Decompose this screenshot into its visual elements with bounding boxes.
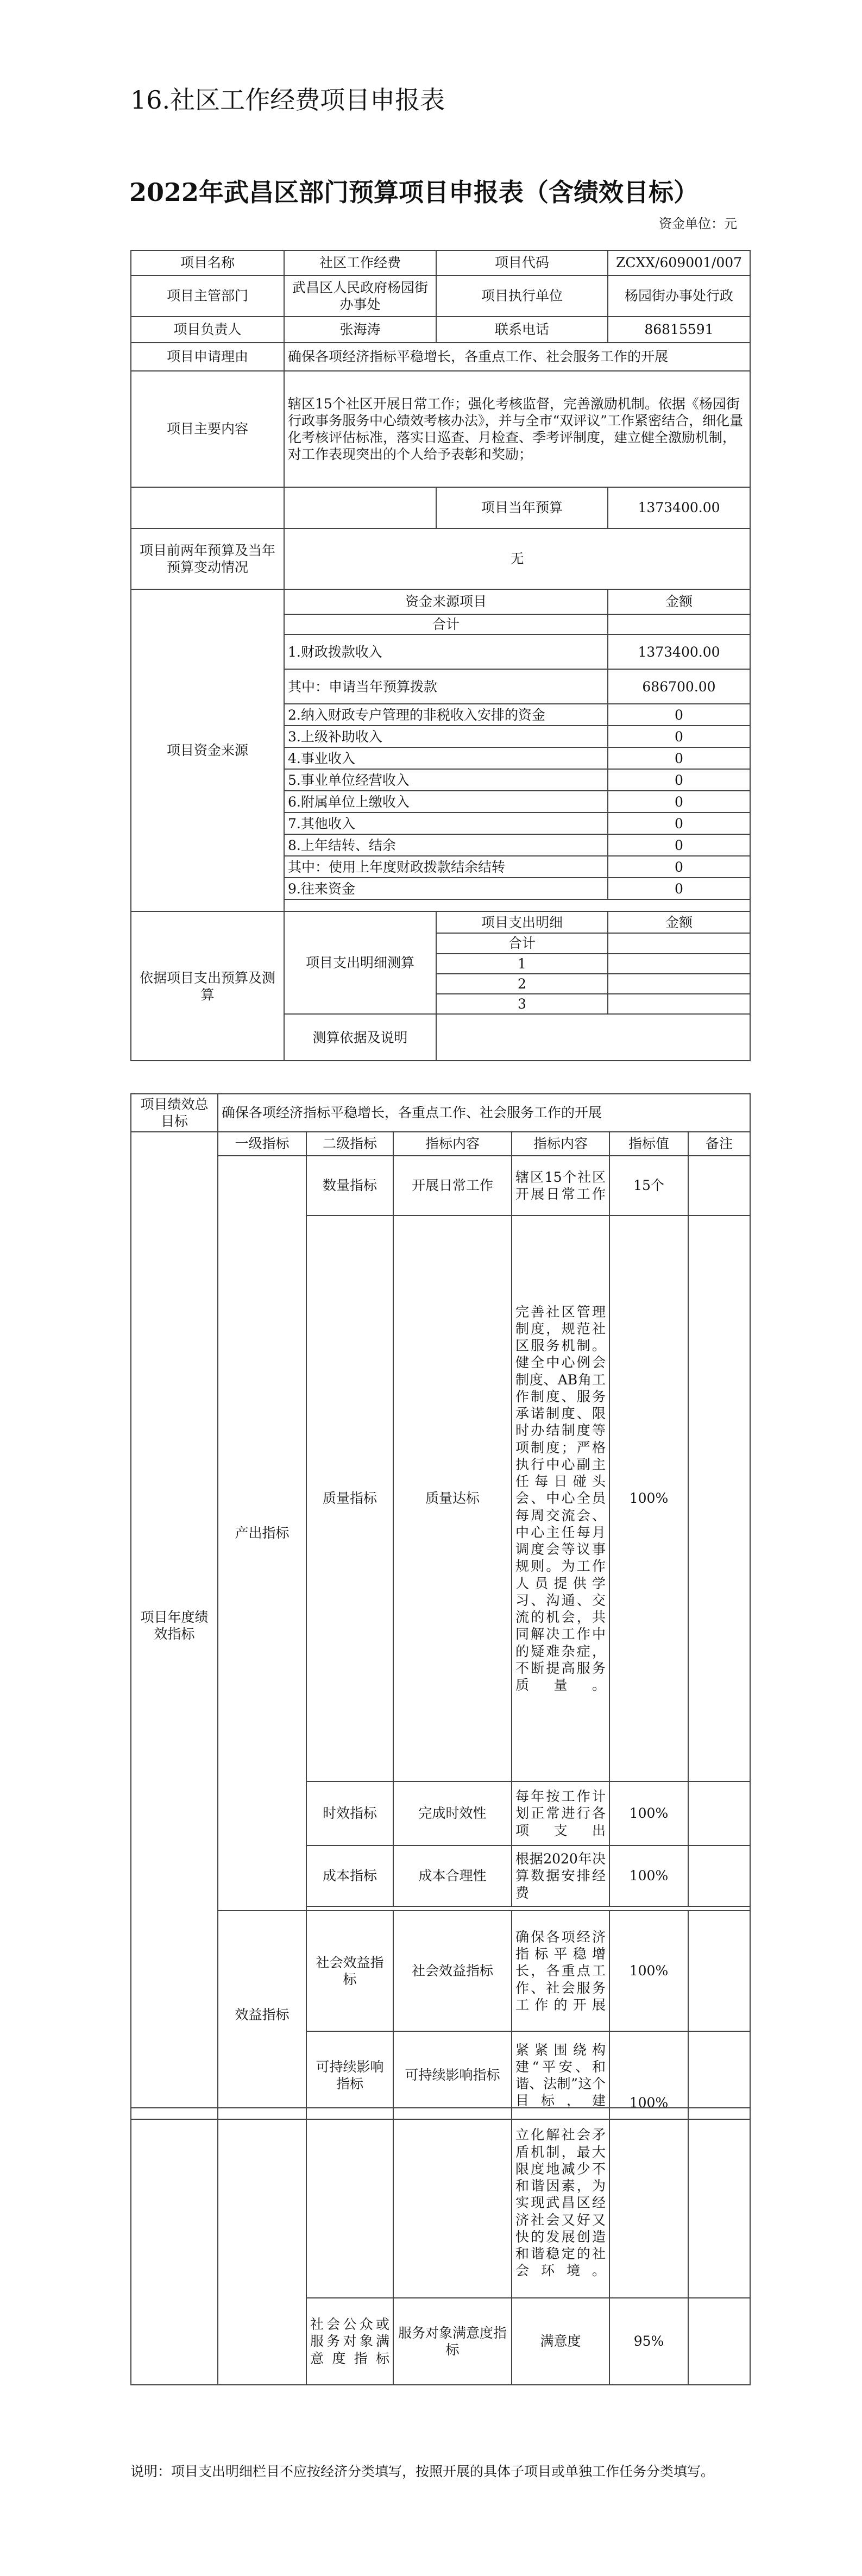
benefit-indicator-label: 效益指标 [218, 1911, 306, 2119]
indicator-detail: 确保各项经济指标平稳增长，各重点工作、社会服务工作的开展 [512, 1911, 609, 2031]
goal-label: 项目绩效总目标 [131, 1094, 218, 1132]
funding-header-source: 资金来源项目 [284, 589, 608, 614]
funding-amount: 0 [608, 834, 750, 856]
funding-amount: 0 [608, 704, 750, 726]
satisfaction-value: 95% [609, 2298, 688, 2385]
project-code-value: ZCXX/609001/007 [608, 250, 750, 275]
funding-row: 1.财政拨款收入 [284, 634, 608, 669]
project-name-label: 项目名称 [131, 250, 284, 275]
indicator-detail-continued: 立化解社会矛盾机制，最大限度地减少不和谐因素，为实现武昌区经济社会又好又快的发展创造和谐稳定的社会环境。 [512, 2108, 609, 2298]
col-header: 二级指标 [306, 1132, 393, 1156]
indicator-content: 成本合理性 [393, 1846, 512, 1906]
funding-amount: 0 [608, 813, 750, 834]
col-header: 指标内容 [393, 1132, 512, 1156]
expense-row: 1 [436, 954, 608, 974]
budget-label: 项目当年预算 [436, 487, 608, 528]
col-header: 一级指标 [218, 1132, 306, 1156]
indicator-content: 质量达标 [393, 1215, 512, 1781]
col-header: 指标值 [609, 1132, 688, 1156]
funding-header-amount: 金额 [608, 589, 750, 614]
indicator-value: 100% [609, 1215, 688, 1781]
indicator-detail: 每年按工作计划正常进行各项支出 [512, 1781, 609, 1846]
satisfaction-l2: 社会公众或服务对象满意度指标 [306, 2298, 393, 2385]
indicator-l2: 可持续影响指标 [306, 2031, 393, 2119]
project-code-label: 项目代码 [436, 250, 608, 275]
indicator-value: 100% [609, 1911, 688, 2031]
phone-label: 联系电话 [436, 317, 608, 343]
funding-amount: 0 [608, 769, 750, 791]
col-header: 指标内容 [512, 1132, 609, 1156]
performance-continued-table [130, 2107, 751, 2385]
funding-row: 3.上级补助收入 [284, 726, 608, 747]
expense-header-amount: 金额 [608, 911, 750, 933]
funding-amount: 0 [608, 747, 750, 769]
page-title: 2022年武昌区部门预算项目申报表（含绩效目标） [129, 178, 699, 207]
indicator-value: 100% [609, 1781, 688, 1846]
owner-label: 项目负责人 [131, 317, 284, 343]
indicator-value: 100% [609, 1846, 688, 1906]
change-value: 无 [284, 528, 750, 589]
footnote: 说明：项目支出明细栏目不应按经济分类填写，按照开展的具体子项目或单独工作任务分类填写。 [130, 2464, 715, 2479]
funding-row: 8.上年结转、结余 [284, 834, 608, 856]
satisfaction-detail: 满意度 [512, 2298, 609, 2385]
project-name-value: 社区工作经费 [284, 250, 436, 275]
col-header: 备注 [688, 1132, 750, 1156]
funding-amount: 0 [608, 878, 750, 899]
reason-value: 确保各项经济指标平稳增长，各重点工作、社会服务工作的开展 [284, 343, 750, 371]
dept-value: 武昌区人民政府杨园街办事处 [284, 275, 436, 317]
satisfaction-content: 服务对象满意度指标 [393, 2298, 512, 2385]
funding-amount: 0 [608, 726, 750, 747]
funding-amount: 0 [608, 791, 750, 813]
indicator-content: 社会效益指标 [393, 1911, 512, 2031]
indicator-content: 开展日常工作 [393, 1156, 512, 1215]
indicator-l2: 质量指标 [306, 1215, 393, 1781]
indicator-l2: 社会效益指标 [306, 1911, 393, 2031]
content-label: 项目主要内容 [131, 371, 284, 487]
funding-row: 5.事业单位经营收入 [284, 769, 608, 791]
indicator-content: 可持续影响指标 [393, 2031, 512, 2119]
phone-value: 86815591 [608, 317, 750, 343]
indicator-detail: 完善社区管理制度，规范社区服务机制。健全中心例会制度、AB角工作制度、服务承诺制度、限时办结制度等项制度；严格执行中心副主任每日碰头会、中心全员每周交流会、中心主任每月调度会等议事规则。为工作人员提供学习、沟通、交流的机会，共同解决工作中的疑难杂症，不断提高服务质量。 [512, 1215, 609, 1781]
goal-value: 确保各项经济指标平稳增长，各重点工作、社会服务工作的开展 [218, 1094, 750, 1132]
indicator-l2: 时效指标 [306, 1781, 393, 1846]
expense-detail-label: 项目支出明细测算 [284, 911, 436, 1014]
indicator-l2: 数量指标 [306, 1156, 393, 1215]
funding-total-label: 合计 [284, 614, 608, 634]
currency-unit: 资金单位：元 [659, 216, 737, 231]
expense-label: 依据项目支出预算及测算 [131, 911, 284, 1061]
budget-value: 1373400.00 [608, 487, 750, 528]
funding-row: 6.附属单位上缴收入 [284, 791, 608, 813]
dept-label: 项目主管部门 [131, 275, 284, 317]
output-indicator-label: 产出指标 [218, 1156, 306, 1911]
indicator-detail: 紧紧围绕构建“平安、和谐、法制”这个目标，建 [512, 2031, 609, 2119]
funding-label: 项目资金来源 [131, 589, 284, 911]
indicator-content: 完成时效性 [393, 1781, 512, 1846]
indicator-value: 15个 [609, 1156, 688, 1215]
performance-table [130, 1093, 751, 2120]
basis-label: 测算依据及说明 [284, 1014, 436, 1061]
indicator-detail: 辖区15个社区开展日常工作 [512, 1156, 609, 1215]
section-heading: 16.社区工作经费项目申报表 [130, 85, 445, 115]
expense-row: 2 [436, 974, 608, 994]
reason-label: 项目申请理由 [131, 343, 284, 371]
funding-row: 2.纳入财政专户管理的非税收入安排的资金 [284, 704, 608, 726]
funding-amount: 1373400.00 [608, 634, 750, 669]
funding-row: 其中：使用上年度财政拨款结余结转 [284, 856, 608, 878]
indicator-value: 100% [609, 2031, 688, 2119]
funding-amount: 686700.00 [608, 669, 750, 704]
indicator-detail: 根据2020年决算数据安排经费 [512, 1846, 609, 1906]
project-basic-table [130, 250, 751, 1061]
funding-row: 9.往来资金 [284, 878, 608, 899]
exec-unit-label: 项目执行单位 [436, 275, 608, 317]
expense-header-detail: 项目支出明细 [436, 911, 608, 933]
funding-row: 其中：申请当年预算拨款 [284, 669, 608, 704]
content-value: 辖区15个社区开展日常工作；强化考核监督，完善激励机制。依据《杨园街行政事务服务中心绩效考核办法》，并与全市“双评议”工作紧密结合，细化量化考核评估标准，落实日巡查、月检查、季考评制度，建立健全激励机制，对工作表现突出的个人给予表彰和奖励； [284, 371, 750, 487]
expense-row: 3 [436, 994, 608, 1014]
change-label: 项目前两年预算及当年预算变动情况 [131, 528, 284, 589]
year-indicator-label: 项目年度绩效指标 [131, 1132, 218, 2119]
funding-row: 4.事业收入 [284, 747, 608, 769]
owner-value: 张海涛 [284, 317, 436, 343]
indicator-l2: 成本指标 [306, 1846, 393, 1906]
exec-unit-value: 杨园街办事处行政 [608, 275, 750, 317]
funding-amount: 0 [608, 856, 750, 878]
expense-total-label: 合计 [436, 933, 608, 953]
funding-row: 7.其他收入 [284, 813, 608, 834]
